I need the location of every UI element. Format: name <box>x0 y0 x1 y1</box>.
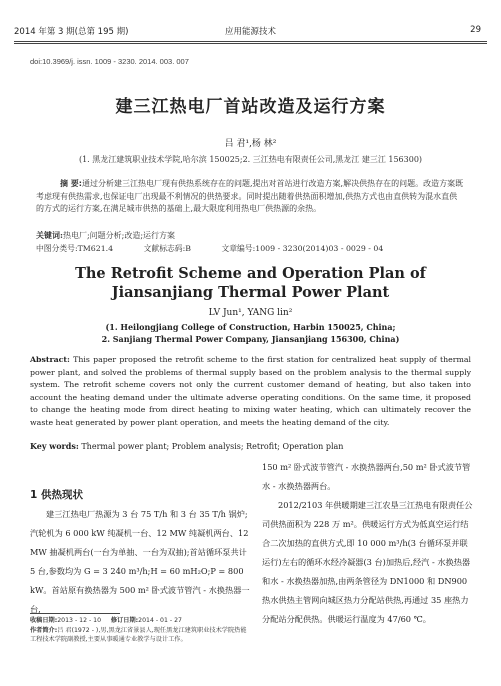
author-bio: 吕 君(1972 - ),男,黑龙江省景县人,现任黑龙江建筑职业技术学院热能工程技术学院副教授,主要从事暖通专业教学与设计工作。 <box>30 626 247 643</box>
footnote-dates <box>30 616 252 626</box>
abstract-en <box>30 354 471 429</box>
authors-cn: 吕 君¹,杨 林² <box>224 139 277 149</box>
body-paragraph: 150 m² 卧式波节管汽 - 水换热器两台,50 m² 卧式波节管水 - 水换热器两台。 <box>262 462 471 491</box>
authors-en: LV Jun¹, YANG lin² <box>208 308 293 318</box>
received-label: 收稿日期: <box>30 617 58 624</box>
affiliation-en <box>0 321 501 345</box>
keywords-cn <box>36 230 465 241</box>
keywords-en-text: Thermal power plant; Problem analysis; Retrofit; Operation plan <box>81 442 344 451</box>
body-paragraph: 建三江热电厂热源为 3 台 75 T/h 和 3 台 35 T/h 锅炉;汽轮机为 6 000 kW 纯凝机一台、12 MW 纯凝机两台、12 MW 抽凝机两台(一台为单抽、一台为双抽);首站循环泵共计 5 台,参数均为 G = 3 240 m³/h;H = 60 mH₂O;P = 800 kW。首站原有换热器为 500 m² 卧式波节管汽 - 水换热器一台, <box>30 509 250 614</box>
abstract-cn <box>36 178 465 216</box>
clc-number: 中图分类号:TM621.4 <box>36 244 114 253</box>
author-bio-label: 作者简介: <box>30 626 58 634</box>
abstract-en-label: Abstract: <box>30 355 70 364</box>
revised-date: 2014 - 01 - 27 <box>138 617 182 624</box>
footnote-rule <box>30 613 120 614</box>
abstract-cn-text: 通过分析建三江热电厂现有供热系统存在的问题,提出对首站进行改造方案,解决供热存在的问题。改造方案既考虑现有供热需求,也保证电厂出现最不利情况的供热要求。同时提出随着供热面积增加,供热方式也由直供转为混水直供的方式的运行方案,在满足城市供热的基础上,最大限度利用热电厂供热源的余热。 <box>36 179 464 213</box>
keywords-en <box>30 441 471 451</box>
classification-line <box>36 243 465 254</box>
section-1-heading: 1 供热现状 <box>30 489 83 501</box>
affiliation-en-2: 2. Sanjiang Thermal Power Company, Jiansanjiang 156300, China) <box>101 334 400 344</box>
header-rule <box>14 41 487 42</box>
keywords-en-label: Key words: <box>30 441 79 451</box>
received-date: 2013 - 12 - 10 <box>57 617 102 624</box>
keywords-cn-text: 热电厂;问题分析;改造;运行方案 <box>62 231 176 240</box>
body-column-left <box>30 486 252 619</box>
affiliation-cn: (1. 黑龙江建筑职业技术学院,哈尔滨 150025;2. 三江热电有限责任公司,黑龙江 建三江 156300) <box>78 155 423 164</box>
page-number: 29 <box>470 25 481 35</box>
document-code: 文献标志码:B <box>143 244 191 253</box>
page-title-cn: 建三江热电厂首站改造及运行方案 <box>115 97 386 117</box>
keywords-cn-label: 关键词: <box>36 230 63 240</box>
issue-info: 2014 年第 3 期(总第 195 期) <box>14 27 129 37</box>
article-number: 文章编号:1009 - 3230(2014)03 - 0029 - 04 <box>221 244 384 253</box>
revised-label: 修订日期: <box>110 617 139 624</box>
body-paragraph: 2012/2103 年供暖期建三江农垦三江热电有限责任公司供热面积为 228 万 m²。供暖运行方式为低真空运行结合二次加热的直供方式,即 10 000 m³/h(3 台循环泵并联运行)左右的循环水经冷凝器(3 台)加热后,经汽 - 水换热器和水 - 水换热器加热,由两条管径为 DN1000 和 DN900 热水供热主管网向城区热力分配站供热,再通过 35 座热力分配站分配供热。供暖运行温度为 47/60 ℃。 <box>262 500 473 624</box>
header-rule-double <box>14 43 487 44</box>
body-column-right <box>262 458 474 629</box>
running-header <box>14 25 487 39</box>
abstract-cn-label: 摘 要: <box>60 179 82 188</box>
footnote-author <box>30 626 252 645</box>
abstract-en-text: This paper proposed the retrofit scheme to the first station for centralized heat supply of thermal power plant, and solved the problems of thermal supply based on the problem analysis to the thermal supply system. The retrofit scheme covers not only the current customer demand of heating, but also taken into account the heating demand under the ultimate adverse operating conditions. On the same time, it proposed to change the heating mode from direct heating to mixing water heating, which can ultimately recover the waste heat generated by power plant operation, and meets the heating demand of the city. <box>30 355 471 427</box>
affiliation-en-1: (1. Heilongjiang College of Construction, Harbin 150025, China; <box>105 322 396 332</box>
journal-name: 应用能源技术 <box>224 27 276 37</box>
doi: doi:10.3969/j. issn. 1009 - 3230. 2014. 003. 007 <box>30 57 189 66</box>
page-title-en: The Retrofit Scheme and Operation Plan of Jiansanjiang Thermal Power Plant <box>75 265 426 301</box>
footnote <box>30 616 252 645</box>
